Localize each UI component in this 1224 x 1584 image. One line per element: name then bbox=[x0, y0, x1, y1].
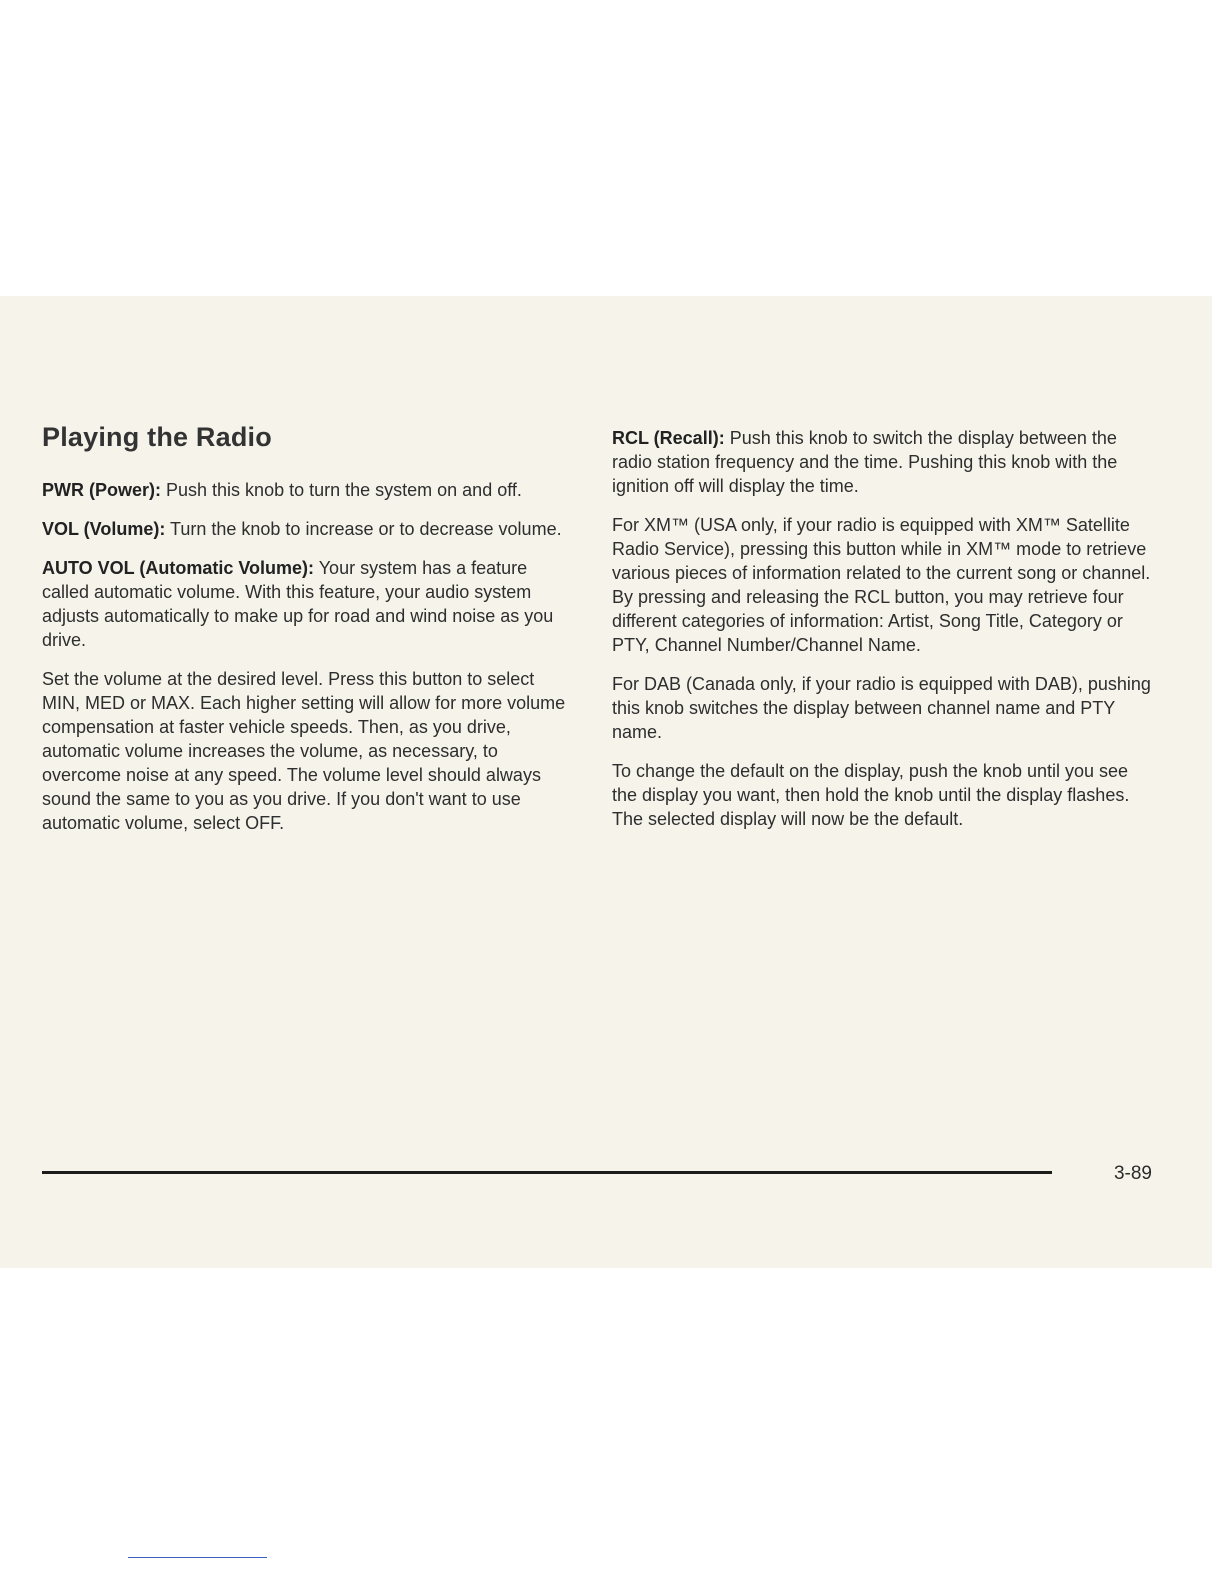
link-underline bbox=[128, 1557, 267, 1558]
paragraph-dab bbox=[612, 672, 1157, 744]
term-pwr: PWR (Power): bbox=[42, 480, 161, 500]
paragraph-default-display bbox=[612, 759, 1157, 831]
paragraph-vol bbox=[42, 517, 577, 541]
text-auto-vol: Your system has a feature called automatic volume. With this feature, your audio system adjusts automatically to make up for road and wind noise as you drive. bbox=[42, 558, 554, 650]
footer-rule bbox=[42, 1171, 1052, 1174]
term-vol: VOL (Volume): bbox=[42, 519, 166, 539]
paragraph-pwr bbox=[42, 478, 577, 502]
paragraph-volume-setting bbox=[42, 667, 577, 835]
text-dab: For DAB (Canada only, if your radio is equipped with DAB), pushing this knob switches the display between channel name and PTY name. bbox=[612, 674, 1151, 742]
right-column bbox=[612, 426, 1157, 846]
term-rcl: RCL (Recall): bbox=[612, 428, 725, 448]
text-vol: Turn the knob to increase or to decrease volume. bbox=[170, 519, 562, 539]
text-pwr: Push this knob to turn the system on and off. bbox=[166, 480, 522, 500]
text-rcl: Push this knob to switch the display between the radio station frequency and the time. Pushing this knob with the ignition off will display the time. bbox=[612, 428, 1118, 496]
paragraph-auto-vol bbox=[42, 556, 577, 652]
text-xm: For XM™ (USA only, if your radio is equipped with XM™ Satellite Radio Service), pressing this button while in XM™ mode to retrieve various pieces of information related to the current song or channel. By pressing and releasing the RCL button, you may retrieve four different categories of information: Artist, Song Title, Category or PTY, Channel Number/Channel Name. bbox=[612, 515, 1151, 655]
term-auto-vol: AUTO VOL (Automatic Volume): bbox=[42, 558, 315, 578]
text-volume-setting: Set the volume at the desired level. Press this button to select MIN, MED or MAX. Each higher setting will allow for more volume compensation at faster vehicle speeds. Then, as you drive, automatic volume increases the volume, as necessary, to overcome noise at any speed. The volume level should always sound the same to you as you drive. If you don't want to use automatic volume, select OFF. bbox=[42, 669, 566, 833]
section-heading: Playing the Radio bbox=[42, 422, 272, 452]
paragraph-rcl bbox=[612, 426, 1157, 498]
text-default-display: To change the default on the display, push the knob until you see the display you want, then hold the knob until the display flashes. The selected display will now be the default. bbox=[612, 761, 1130, 829]
page-number: 3-89 bbox=[1113, 1163, 1152, 1184]
left-column bbox=[42, 478, 577, 850]
paragraph-xm bbox=[612, 513, 1157, 657]
